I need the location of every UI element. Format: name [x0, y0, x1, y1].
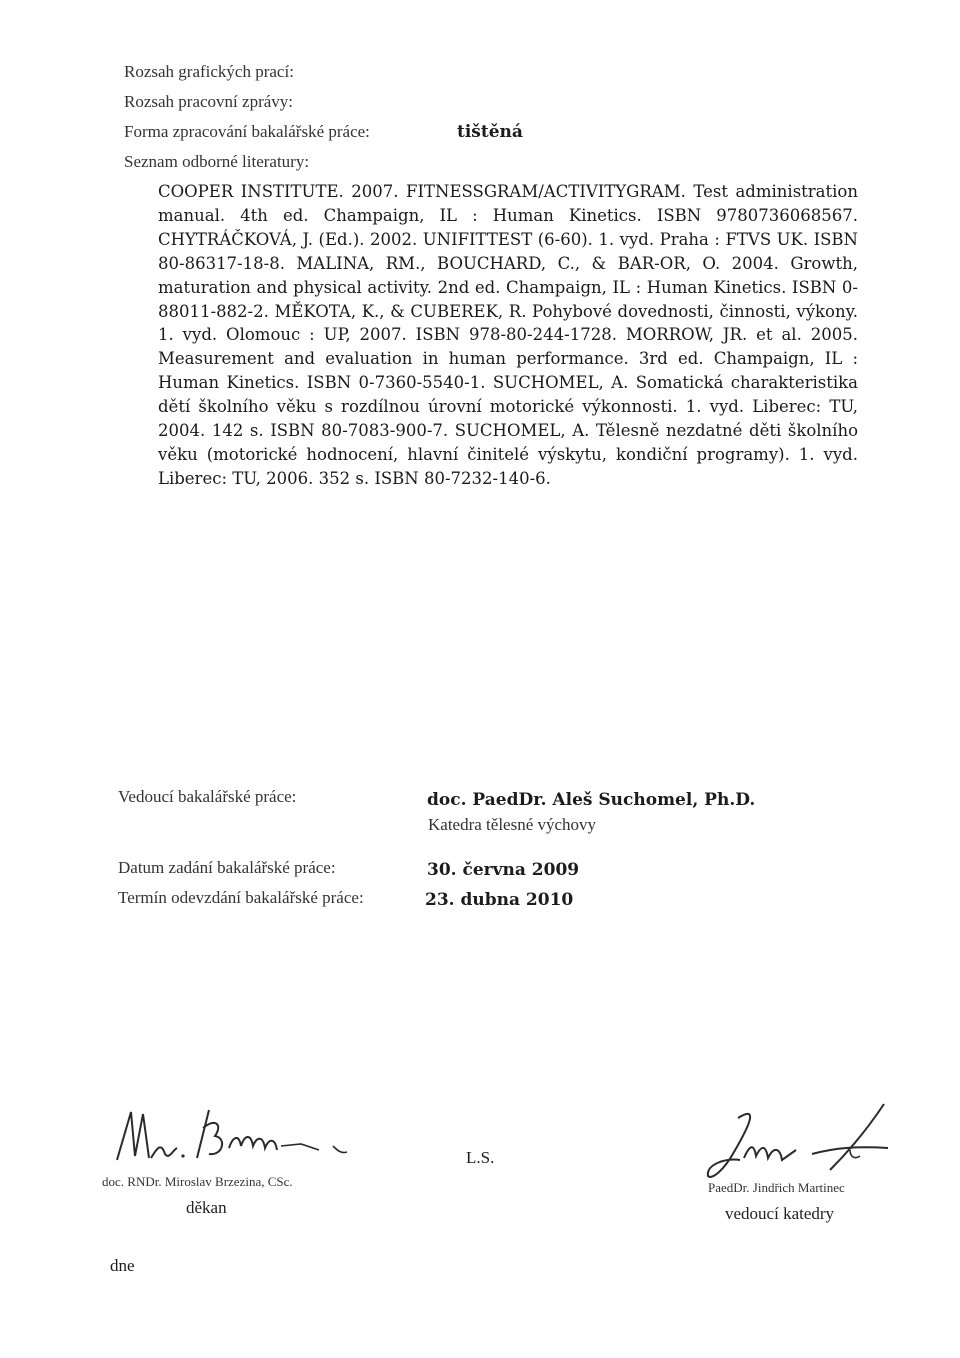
- dean-role: děkan: [186, 1198, 227, 1217]
- department-head-signature: [700, 1100, 900, 1190]
- assigned-date-label: Datum zadání bakalářské práce:: [118, 858, 336, 877]
- dean-name: doc. RNDr. Miroslav Brzezina, CSc.: [102, 1174, 293, 1189]
- dean-signature: [105, 1098, 365, 1173]
- literature-label: Seznam odborné literatury:: [124, 152, 310, 171]
- thesis-form-value: tištěná: [457, 122, 523, 142]
- department-head-role: vedoucí katedry: [725, 1204, 835, 1223]
- supervisor-department: Katedra tělesné výchovy: [428, 815, 597, 834]
- graphics-scope-label: Rozsah grafických prací:: [124, 62, 294, 81]
- department-head-name: PaedDr. Jindřich Martinec: [708, 1180, 845, 1195]
- reference-list: COOPER INSTITUTE. 2007. FITNESSGRAM/ACTIVITYGRAM. Test administration manual. 4th ed. Champaign, IL : Human Kinetics. ISBN 9780736068567. CHYTRÁČKOVÁ, J. (Ed.). 2002. UNIFITTEST (6-60). 1. vyd. Praha : FTVS UK. ISBN 80-86317-18-8. MALINA, RM., BOUCHARD, C., & BAR-OR, O. 2004. Growth, maturation and physical activity. 2nd ed. Champaign, IL : Human Kinetics. ISBN 0-88011-882-2. MĚKOTA, K., & CUBEREK, R. Pohybové dovednosti, činnosti, výkony. 1. vyd. Olomouc : UP, 2007. ISBN 978-80-244-1728. MORROW, JR. et al. 2005. Measurement and evaluation in human performance. 3rd ed. Champaign, IL : Human Kinetics. ISBN 0-7360-5540-1. SUCHOMEL, A. Somatická charakteristika dětí školního věku s rozdílnou úrovní motorické výkonnosti. 1. vyd. Liberec: TU, 2004. 142 s. ISBN 80-7083-900-7. SUCHOMEL, A. Tělesně nezdatné děti školního věku (motorické hodnocení, hlavní činitelé výskytu, kondiční programy). 1. vyd. Liberec: TU, 2006. 352 s. ISBN 80-7232-140-6.: [158, 182, 858, 488]
- due-date-value: 23. dubna 2010: [425, 890, 574, 910]
- supervisor-name: doc. PaedDr. Aleš Suchomel, Ph.D.: [427, 790, 756, 810]
- date-field-label: dne: [110, 1256, 135, 1275]
- thesis-form-label: Forma zpracování bakalářské práce:: [124, 122, 370, 141]
- assigned-date-value: 30. června 2009: [427, 860, 580, 880]
- report-scope-label: Rozsah pracovní zprávy:: [124, 92, 293, 111]
- seal-mark: L.S.: [466, 1148, 495, 1167]
- supervisor-label: Vedoucí bakalářské práce:: [118, 787, 297, 806]
- due-date-label: Termín odevzdání bakalářské práce:: [118, 888, 364, 907]
